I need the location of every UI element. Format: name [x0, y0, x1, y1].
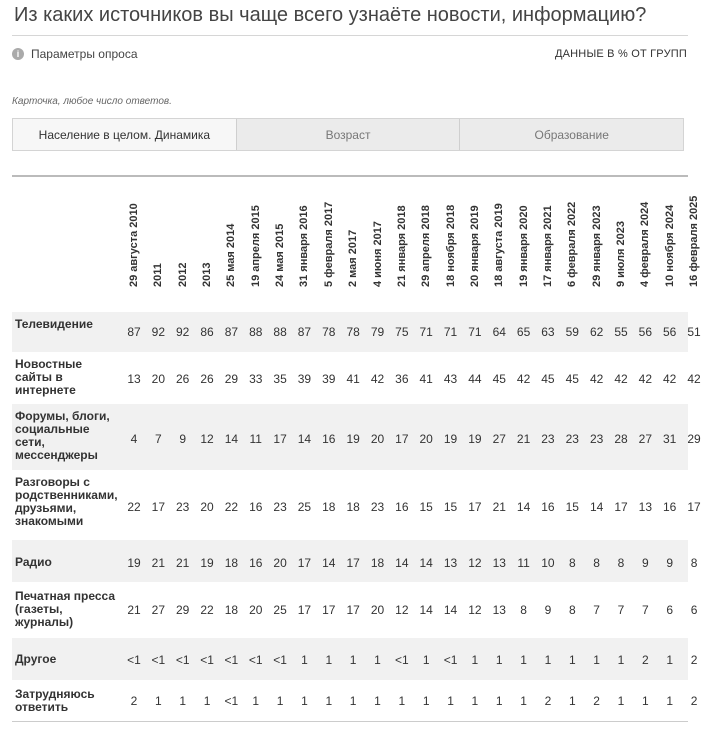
- table-cell: 19: [200, 556, 214, 570]
- table-cell: 1: [301, 653, 308, 667]
- table-cell: 56: [638, 325, 653, 339]
- row-label: Телевидение: [15, 317, 93, 331]
- table-cell: 17: [151, 500, 166, 514]
- table-cell: 8: [520, 603, 527, 617]
- table-cell: 23: [370, 500, 385, 514]
- column-header: 2011: [152, 263, 165, 287]
- table-cell: 23: [541, 432, 555, 446]
- table-cell: 2: [593, 694, 600, 708]
- table-cell: <1: [224, 653, 239, 667]
- table-cell: 7: [642, 603, 649, 617]
- column-header: 4 июня 2017: [371, 221, 384, 287]
- table-cell: 21: [516, 432, 531, 446]
- table-cell: 14: [322, 556, 336, 570]
- table-cell: 42: [516, 372, 531, 386]
- table-cell: 14: [224, 432, 239, 446]
- row-label: Затрудняюсь ответить: [15, 687, 95, 714]
- header-divider: [12, 35, 688, 36]
- table-cell: 27: [638, 432, 653, 446]
- table-cell: 9: [544, 603, 552, 617]
- table-cell: 8: [690, 556, 698, 570]
- table-cell: 42: [638, 372, 653, 386]
- column-header: 29 января 2023: [590, 205, 603, 287]
- table-cell: <1: [175, 653, 190, 667]
- table-cell: 23: [565, 432, 579, 446]
- table-cell: 14: [419, 603, 433, 617]
- table-cell: 15: [419, 500, 433, 514]
- table-cell: 1: [617, 653, 625, 667]
- table-cell: 21: [492, 500, 506, 514]
- table-cell: 1: [568, 653, 576, 667]
- table-cell: 8: [593, 556, 600, 570]
- table-cell: 26: [176, 372, 190, 386]
- table-cell: <1: [443, 653, 458, 667]
- table-cell: 44: [468, 372, 482, 386]
- table-cell: 27: [492, 432, 506, 446]
- table-cell: 1: [617, 694, 625, 708]
- card-note: Карточка, любое число ответов.: [12, 96, 172, 107]
- table-cell: 15: [565, 500, 579, 514]
- table-cell: 1: [422, 653, 430, 667]
- table-cell: 1: [520, 694, 527, 708]
- table-cell: 56: [663, 325, 677, 339]
- table-cell: 16: [322, 432, 336, 446]
- table-cell: 17: [468, 500, 482, 514]
- table-cell: 75: [395, 325, 409, 339]
- table-cell: 14: [516, 500, 531, 514]
- table-top-divider: [12, 175, 688, 177]
- table-cell: 41: [419, 372, 433, 386]
- table-cell: 19: [127, 556, 141, 570]
- table-cell: 8: [617, 556, 625, 570]
- table-cell: 18: [224, 556, 239, 570]
- row-label: Другое: [15, 652, 57, 666]
- table-cell: 1: [520, 653, 527, 667]
- table-cell: 4: [130, 432, 138, 446]
- table-bottom-divider: [12, 721, 688, 722]
- table-cell: <1: [151, 653, 166, 667]
- table-cell: 9: [642, 556, 649, 570]
- column-header: 24 мая 2015: [274, 223, 287, 287]
- table-cell: 92: [176, 325, 190, 339]
- table-cell: 25: [273, 603, 287, 617]
- table-cell: 1: [495, 694, 503, 708]
- table-cell: 26: [200, 372, 214, 386]
- table-cell: 19: [346, 432, 360, 446]
- table-cell: 28: [614, 432, 628, 446]
- table-cell: 18: [322, 500, 336, 514]
- table-cell: 88: [249, 325, 263, 339]
- table-cell: 1: [179, 694, 187, 708]
- table-cell: 71: [419, 325, 433, 339]
- table-cell: 21: [151, 556, 166, 570]
- table-cell: 29: [687, 432, 701, 446]
- table-cell: 18: [370, 556, 385, 570]
- table-cell: 1: [325, 694, 333, 708]
- table-cell: 20: [151, 372, 166, 386]
- table-cell: 17: [614, 500, 628, 514]
- table-cell: 14: [419, 556, 433, 570]
- table-cell: 29: [224, 372, 239, 386]
- table-cell: <1: [395, 653, 409, 667]
- table-cell: 17: [346, 556, 360, 570]
- tab-age[interactable]: Возраст: [236, 119, 460, 150]
- table-cell: 16: [395, 500, 409, 514]
- table-cell: 1: [252, 694, 260, 708]
- table-cell: 1: [471, 653, 479, 667]
- row-label: Печатная пресса (газеты, журналы): [15, 589, 116, 629]
- column-header: 18 ноября 2018: [444, 204, 457, 287]
- table-cell: 22: [127, 500, 141, 514]
- column-header: 10 ноября 2024: [663, 204, 676, 287]
- table-cell: 1: [276, 694, 284, 708]
- table-cell: 1: [447, 694, 454, 708]
- table-cell: 42: [589, 372, 604, 386]
- table-cell: 36: [395, 372, 409, 386]
- table-cell: 21: [176, 556, 190, 570]
- table-cell: 20: [273, 556, 287, 570]
- table-cell: 1: [568, 694, 576, 708]
- table-cell: 19: [443, 432, 458, 446]
- table-cell: 19: [468, 432, 482, 446]
- table-cell: 42: [663, 372, 677, 386]
- table-cell: 15: [443, 500, 458, 514]
- tab-population-dynamics[interactable]: Население в целом. Динамика: [13, 119, 236, 150]
- table-cell: 22: [200, 603, 214, 617]
- table-cell: 87: [127, 325, 141, 339]
- table-cell: 39: [322, 372, 336, 386]
- table-cell: 29: [176, 603, 190, 617]
- table-cell: 20: [370, 432, 385, 446]
- table-cell: 31: [663, 432, 677, 446]
- column-header: 2012: [176, 262, 189, 287]
- table-cell: 41: [346, 372, 360, 386]
- table-cell: 42: [370, 372, 385, 386]
- table-cell: 45: [492, 372, 506, 386]
- table-cell: 1: [666, 694, 674, 708]
- table-cell: 11: [249, 432, 262, 446]
- table-cell: 7: [593, 603, 600, 617]
- column-header: 29 августа 2010: [128, 203, 140, 287]
- table-cell: 1: [349, 694, 357, 708]
- table-cell: 2: [690, 653, 698, 667]
- table-cell: 1: [471, 694, 479, 708]
- column-header: 17 января 2021: [541, 205, 554, 287]
- table-cell: 51: [687, 325, 701, 339]
- table-cell: 1: [398, 694, 406, 708]
- page-title: Из каких источников вы чаще всего узнаёте новости, информацию?: [14, 4, 647, 26]
- table-cell: 12: [200, 432, 214, 446]
- table-cell: 17: [297, 556, 312, 570]
- info-icon: i: [12, 48, 24, 60]
- table-cell: 23: [589, 432, 604, 446]
- table-cell: 10: [541, 556, 555, 570]
- table-cell: 17: [322, 603, 336, 617]
- table-cell: <1: [224, 694, 239, 708]
- table-cell: 88: [273, 325, 287, 339]
- table-cell: <1: [273, 653, 287, 667]
- table-cell: 20: [200, 500, 214, 514]
- table-cell: 1: [422, 694, 430, 708]
- table-cell: 8: [568, 556, 576, 570]
- table-cell: 1: [374, 653, 381, 667]
- table-cell: 1: [495, 653, 503, 667]
- table-cell: 42: [614, 372, 628, 386]
- table-cell: 45: [541, 372, 555, 386]
- column-header: 18 августа 2019: [493, 203, 506, 287]
- table-cell: 35: [273, 372, 287, 386]
- table-cell: 1: [301, 694, 308, 708]
- column-header: 9 июля 2023: [615, 221, 627, 287]
- table-cell: 9: [179, 432, 187, 446]
- column-header: 19 января 2020: [517, 205, 530, 287]
- table-cell: 63: [541, 325, 555, 339]
- tab-education[interactable]: Образование: [459, 119, 683, 150]
- table-cell: 17: [687, 500, 701, 514]
- table-cell: 71: [443, 325, 458, 339]
- table-cell: 14: [297, 432, 312, 446]
- column-header: 5 февраля 2017: [322, 201, 335, 287]
- column-header: 31 января 2016: [298, 205, 311, 287]
- table-cell: 1: [155, 694, 162, 708]
- table-cell: 13: [492, 556, 506, 570]
- column-header: 20 января 2019: [468, 205, 481, 287]
- table-cell: 1: [325, 653, 333, 667]
- column-header: 2 мая 2017: [347, 229, 360, 287]
- column-header: 6 февраля 2022: [566, 201, 579, 287]
- row-label: Разговоры с родственниками, друзьями, знакомыми: [15, 475, 118, 528]
- table-cell: 14: [589, 500, 604, 514]
- tab-bar: [12, 118, 684, 151]
- table-cell: 17: [297, 603, 312, 617]
- row-label: Форумы, блоги, социальные сети, мессенджеры: [15, 409, 110, 462]
- table-cell: 16: [663, 500, 677, 514]
- table-cell: 21: [127, 603, 141, 617]
- survey-params-link[interactable]: [12, 47, 138, 61]
- table-cell: 43: [443, 372, 458, 386]
- table-cell: 17: [395, 432, 409, 446]
- table-cell: 2: [544, 694, 552, 708]
- table-cell: 20: [419, 432, 433, 446]
- table-cell: 7: [155, 432, 162, 446]
- table-cell: 23: [176, 500, 190, 514]
- table-cell: 39: [297, 372, 312, 386]
- table-cell: 79: [370, 325, 385, 339]
- table-cell: 25: [297, 500, 312, 514]
- table-cell: 2: [130, 694, 138, 708]
- column-header: 25 мая 2014: [225, 223, 238, 287]
- table-cell: 45: [565, 372, 579, 386]
- table-cell: 9: [666, 556, 674, 570]
- table-cell: 11: [517, 556, 530, 570]
- table-cell: 12: [395, 603, 409, 617]
- table-cell: 2: [642, 653, 649, 667]
- table-cell: 1: [203, 694, 211, 708]
- column-header: 16 февраля 2025: [688, 195, 701, 287]
- table-cell: 13: [492, 603, 506, 617]
- table-cell: 17: [273, 432, 287, 446]
- table-cell: 86: [200, 325, 214, 339]
- table-cell: 23: [273, 500, 287, 514]
- table-cell: 6: [690, 603, 698, 617]
- table-cell: 20: [370, 603, 385, 617]
- table-cell: 1: [544, 653, 552, 667]
- table-cell: 78: [346, 325, 360, 339]
- column-header: 29 апреля 2018: [420, 205, 433, 287]
- table-cell: 8: [568, 603, 576, 617]
- table-cell: 33: [249, 372, 263, 386]
- table-cell: 27: [151, 603, 166, 617]
- table-cell: 13: [443, 556, 458, 570]
- table-cell: 55: [614, 325, 628, 339]
- table-cell: 87: [297, 325, 312, 339]
- row-label: Новостные сайты в интернете: [15, 357, 83, 397]
- table-cell: 1: [593, 653, 600, 667]
- table-cell: 17: [346, 603, 360, 617]
- table-cell: 92: [151, 325, 166, 339]
- table-cell: 13: [638, 500, 653, 514]
- table-cell: 1: [642, 694, 649, 708]
- table-cell: 18: [224, 603, 239, 617]
- table-cell: 62: [589, 325, 604, 339]
- table-cell: 64: [492, 325, 506, 339]
- table-cell: 1: [666, 653, 674, 667]
- table-cell: 42: [687, 372, 701, 386]
- column-header: 4 февраля 2024: [639, 201, 652, 287]
- column-header: 19 апреля 2015: [249, 205, 262, 287]
- table-cell: <1: [200, 653, 214, 667]
- table-cell: 71: [468, 325, 482, 339]
- table-cell: <1: [127, 653, 141, 667]
- table-cell: 16: [541, 500, 555, 514]
- table-cell: 14: [443, 603, 458, 617]
- table-cell: 87: [224, 325, 239, 339]
- table-cell: 65: [516, 325, 531, 339]
- table-cell: 22: [224, 500, 239, 514]
- column-header: 2013: [201, 262, 214, 287]
- survey-params-label: Параметры опроса: [31, 47, 138, 61]
- table-cell: 16: [249, 556, 263, 570]
- table-cell: 59: [565, 325, 579, 339]
- table-cell: 2: [690, 694, 698, 708]
- table-cell: 18: [346, 500, 360, 514]
- table-cell: 14: [395, 556, 409, 570]
- table-cell: 16: [249, 500, 263, 514]
- table-cell: 1: [374, 694, 381, 708]
- table-cell: <1: [248, 653, 263, 667]
- table-cell: 78: [322, 325, 336, 339]
- row-label: Радио: [15, 555, 52, 569]
- table-cell: 13: [127, 372, 141, 386]
- table-cell: 12: [468, 603, 482, 617]
- table-cell: 1: [349, 653, 357, 667]
- table-cell: 6: [666, 603, 674, 617]
- table-cell: 20: [249, 603, 263, 617]
- column-header: 21 января 2018: [395, 205, 408, 287]
- table-cell: 12: [468, 556, 482, 570]
- table-cell: 7: [617, 603, 625, 617]
- units-label: ДАННЫЕ В % ОТ ГРУПП: [554, 48, 687, 60]
